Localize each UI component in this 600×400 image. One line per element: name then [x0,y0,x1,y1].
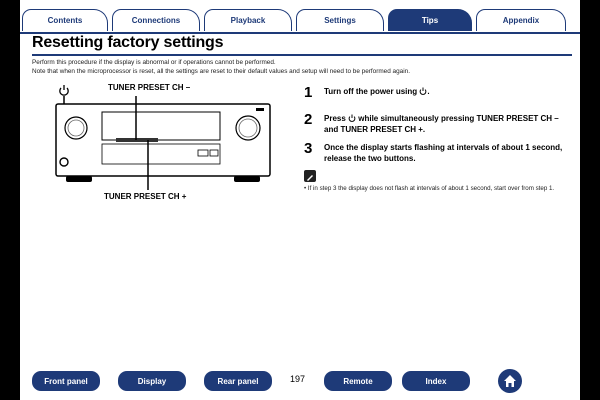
step-text [324,113,564,135]
tab-bar [20,9,580,33]
title-divider [32,54,572,56]
step-text [324,86,564,97]
step-text-part: Turn off the power using [324,87,420,96]
display-button[interactable]: Display [118,371,186,391]
page-number: 197 [290,374,306,384]
tab-contents[interactable]: Contents [22,9,108,31]
receiver-diagram [38,82,278,212]
intro-line-2: Note that when the microprocessor is reset, all the settings are reset to their default values and setup will need to be performed again. [32,68,410,75]
manual-page [20,0,580,400]
tab-tips[interactable]: Tips [388,9,472,31]
rear-panel-button[interactable]: Rear panel [204,371,272,391]
pencil-icon [304,170,316,182]
power-icon [348,114,356,122]
note-text: • If in step 3 the display does not flash at intervals of about 1 second, start over from step 1. [304,185,555,192]
intro-text [32,58,572,76]
step-text-part: Press [324,114,349,123]
tab-playback[interactable]: Playback [204,9,292,31]
step-text-part: Once the display starts flashing at intervals of about 1 second, release the two buttons. [324,143,563,163]
intro-line-1: Perform this procedure if the display is abnormal or if operations cannot be performed. [32,59,276,66]
step-number: 1 [304,84,313,101]
home-button[interactable] [498,369,522,393]
front-panel-button[interactable]: Front panel [32,371,100,391]
step-text-part: while simultaneously pressing TUNER PRESET CH – and TUNER PRESET CH +. [324,114,559,134]
remote-button[interactable]: Remote [324,371,392,391]
label-tuner-preset-minus: TUNER PRESET CH – [108,83,191,92]
index-button[interactable]: Index [402,371,470,391]
label-tuner-preset-plus: TUNER PRESET CH + [104,192,187,201]
home-icon [502,373,518,389]
power-icon [60,85,68,95]
tab-settings[interactable]: Settings [296,9,384,31]
step-text [324,142,564,164]
step-1 [304,84,564,104]
tab-connections[interactable]: Connections [112,9,200,31]
step-number: 3 [304,140,313,157]
step-2 [304,111,564,137]
step-text-part: . [427,87,430,96]
step-number: 2 [304,111,313,128]
tab-appendix[interactable]: Appendix [476,9,566,31]
page-title: Resetting factory settings [32,34,224,51]
step-3 [304,140,564,166]
